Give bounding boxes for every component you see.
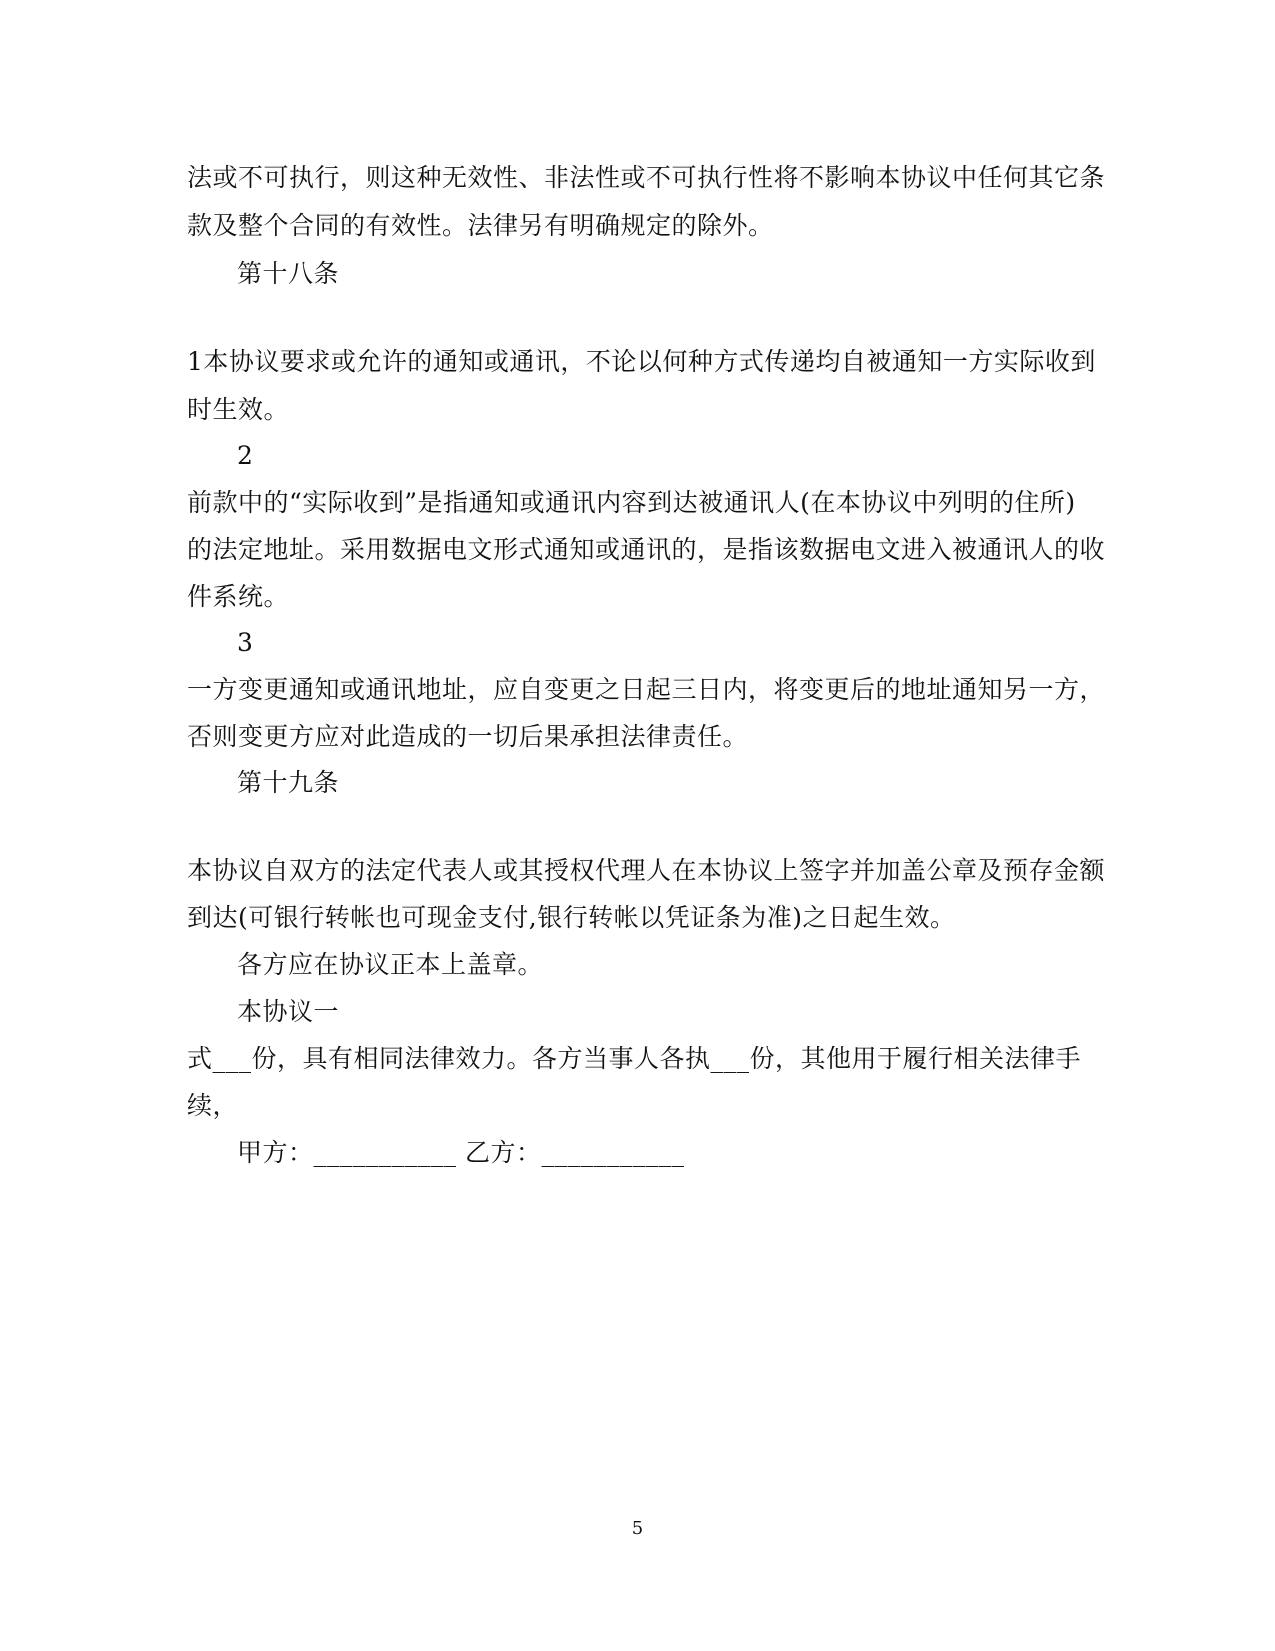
clause-number: 2	[237, 441, 254, 470]
text-line: 式___份，具有相同法律效力。各方当事人各执___份，其他用于履行相关法律手	[187, 1044, 1082, 1073]
text-line: 本协议一	[237, 997, 340, 1026]
text-line: 的法定地址。采用数据电文形式通知或通讯的，是指该数据电文进入被通讯人的收	[187, 535, 1106, 564]
page-number: 5	[631, 1518, 644, 1539]
text-line: 续，	[187, 1091, 239, 1120]
article-heading: 第十九条	[237, 768, 340, 797]
text-line: 到达(可银行转帐也可现金支付,银行转帐以凭证条为准)之日起生效。	[187, 903, 956, 932]
text-line: 否则变更方应对此造成的一切后果承担法律责任。	[187, 722, 749, 751]
text-line: 各方应在协议正本上盖章。	[237, 950, 544, 979]
signature-line: 甲方：___________ 乙方：___________	[237, 1138, 685, 1167]
text-line: 1本协议要求或允许的通知或通讯，不论以何种方式传递均自被通知一方实际收到	[187, 347, 1096, 376]
clause-number: 3	[237, 628, 254, 657]
text-line: 法或不可执行，则这种无效性、非法性或不可执行性将不影响本协议中任何其它条	[187, 163, 1106, 192]
text-line: 款及整个合同的有效性。法律另有明确规定的除外。	[187, 211, 774, 240]
text-line: 时生效。	[187, 395, 290, 424]
article-heading: 第十八条	[237, 259, 340, 288]
text-line: 一方变更通知或通讯地址，应自变更之日起三日内，将变更后的地址通知另一方，	[187, 675, 1106, 704]
text-line: 件系统。	[187, 582, 290, 611]
text-line: 本协议自双方的法定代表人或其授权代理人在本协议上签字并加盖公章及预存金额	[187, 856, 1106, 885]
text-line: 前款中的“实际收到”是指通知或通讯内容到达被通讯人(在本协议中列明的住所)	[187, 488, 1076, 517]
